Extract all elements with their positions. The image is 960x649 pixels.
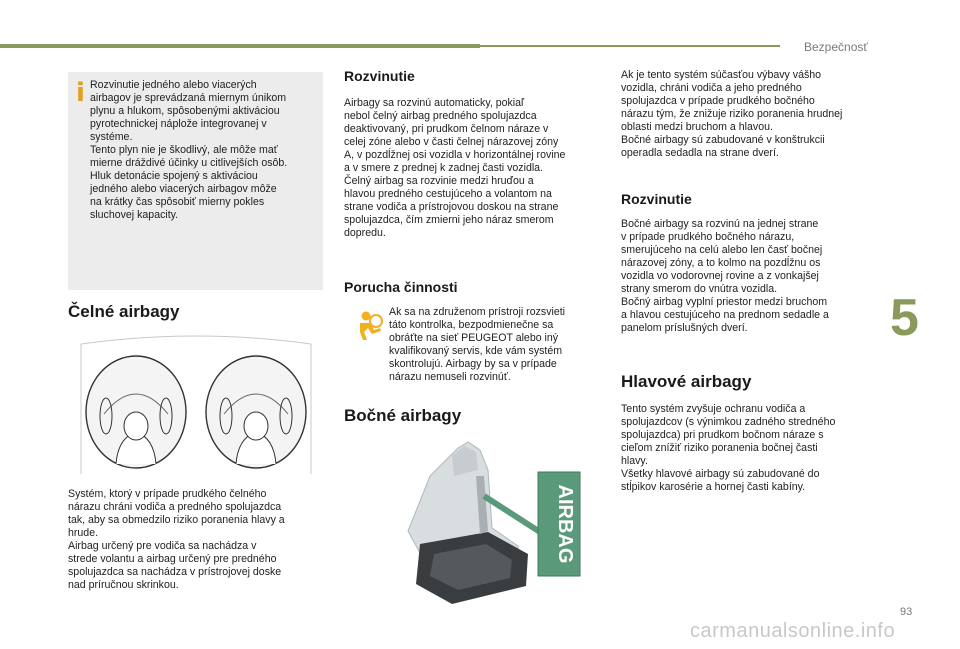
airbag-label: AIRBAG xyxy=(554,484,576,564)
head-airbags-text: Tento systém zvyšuje ochranu vodiča a spolujazdcov (s výnimkou zadného stredného spolujazdca) pri prudkom bočnom náraze s cieľom znížiť riziko poranenia bočnej časti hlavy. Všetky hlavové airbagy sú zabudované do stĺpikov karosérie a hornej časti kabíny. xyxy=(621,403,836,493)
deployment-text: Airbagy sa rozvinú automaticky, pokiaľ nebol čelný airbag predného spolujazdca deaktivovaný, pri prudkom čelnom náraze v celej zóne alebo v časti čelnej nárazovej zóny A, v pozdĺžnej osi vozidla v horizontálnej rovine a v smere z prednej k zadnej časti vozidla. Čelný airbag sa rozvinie medzi hruďou a hlavou predného cestujúceho a volantom na strane vodiča a prístrojovou doskou na strane spolujazdca, čím zmierni jeho náraz smerom dopredu. xyxy=(344,97,566,239)
heading-fault: Porucha činnosti xyxy=(344,279,458,295)
side-airbag-seat-illustration xyxy=(368,436,588,608)
page-number: 93 xyxy=(900,606,913,618)
info-box xyxy=(68,72,323,290)
fault-text: Ak sa na združenom prístroji rozsvieti táto kontrolka, bezpodmienečne sa obráťte na sieť PEUGEOT alebo iný kvalifikovaný servis, kde vám systém skontrolujú. Airbagy by sa v prípade nárazu nemuseli rozvinúť. xyxy=(389,306,566,383)
heading-side-deployment: Rozvinutie xyxy=(621,191,692,207)
heading-head-airbags: Hlavové airbagy xyxy=(621,372,752,391)
driver-airbag-icon xyxy=(86,356,186,468)
side-deployment-text: Bočné airbagy sa rozvinú na jednej strane v prípade prudkého bočného nárazu, smerujúceho na celú alebo len časť bočnej nárazovej zóny, a to kolmo na pozdĺžnu os vozidla vo vodorovnej rovine a z vonkajšej strany smerom do vnútra vozidla. Bočný airbag vyplní priestor medzi bruchom a hlavou cestujúceho na prednom sedadle a panelom príslušných dverí. xyxy=(621,218,829,334)
airbag-warning-icon xyxy=(354,310,384,342)
header-rule-thin xyxy=(480,45,780,47)
chapter-number: 5 xyxy=(890,289,919,347)
heading-side-airbags: Bočné airbagy xyxy=(344,406,462,425)
header-rule xyxy=(0,44,480,48)
info-icon: i xyxy=(76,78,85,108)
heading-deployment: Rozvinutie xyxy=(344,68,415,84)
front-airbags-illustration xyxy=(76,334,316,480)
front-airbags-text: Systém, ktorý v prípade prudkého čelného nárazu chráni vodiča a predného spolujazdca tak, aby sa obmedzilo riziko poranenia hlavy a hrude. Airbag určený pre vodiča sa nachádza v strede volantu a airbag určený pre predného spolujazdca sa nachádza v prístrojovej doske nad príručnou skrinkou. xyxy=(68,488,285,591)
passenger-airbag-icon xyxy=(206,356,306,468)
info-text: Rozvinutie jedného alebo viacerých airbagov je sprevádzaná miernym únikom plynu a hlukom, spôsobenými aktiváciou pyrotechnickej náplože integrovanej v systéme. Tento plyn nie je škodlivý, ale môže mať mierne dráždivé účinky u citlivejších osôb. Hluk detonácie spojený s aktiváciou jedného alebo viacerých airbagov môže na krátky čas spôsobiť mierny pokles sluchovej kapacity. xyxy=(90,79,288,221)
heading-front-airbags: Čelné airbagy xyxy=(68,302,180,321)
watermark: carmanualsonline.info xyxy=(690,620,896,642)
side-airbags-text: Ak je tento systém súčasťou výbavy vášho vozidla, chráni vodiča a jeho predného spolujazdca v prípade prudkého bočného nárazu tým, že znižuje riziko poranenia hrudnej oblasti medzi bruchom a hlavou. Bočné airbagy sú zabudované v konštrukcii operadla sedadla na strane dverí. xyxy=(621,69,843,159)
section-label: Bezpečnosť xyxy=(804,40,868,54)
